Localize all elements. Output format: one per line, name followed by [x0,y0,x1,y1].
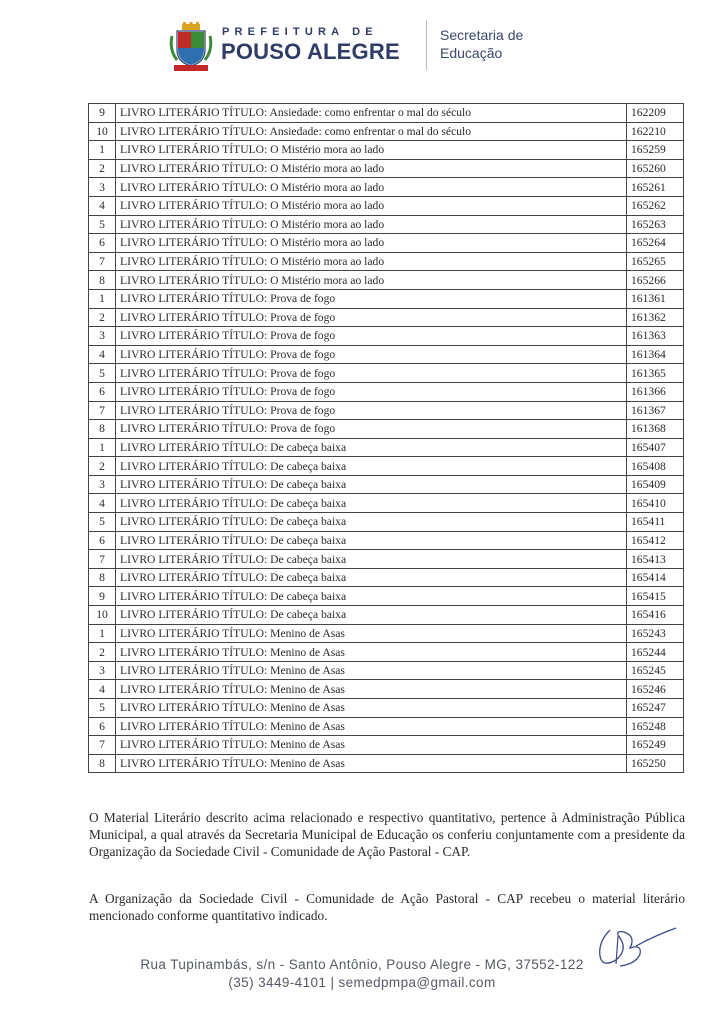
table-row [89,420,684,439]
table-row [89,122,684,141]
table-row [89,271,684,290]
item-code: 161364 [627,345,684,364]
item-number: 5 [89,215,116,234]
item-code: 165243 [627,624,684,643]
item-code: 165261 [627,178,684,197]
item-title: LIVRO LITERÁRIO TÍTULO: Prova de fogo [116,345,627,364]
item-code: 165410 [627,494,684,513]
table-row [89,196,684,215]
item-number: 1 [89,438,116,457]
item-title: LIVRO LITERÁRIO TÍTULO: Prova de fogo [116,364,627,383]
item-title: LIVRO LITERÁRIO TÍTULO: Menino de Asas [116,736,627,755]
item-number: 2 [89,159,116,178]
table-row [89,680,684,699]
table-row [89,736,684,755]
item-number: 8 [89,754,116,773]
item-title: LIVRO LITERÁRIO TÍTULO: Prova de fogo [116,401,627,420]
item-title: LIVRO LITERÁRIO TÍTULO: O Mistério mora ao lado [116,215,627,234]
table-row [89,327,684,346]
item-number: 4 [89,345,116,364]
table-row [89,215,684,234]
item-code: 165250 [627,754,684,773]
item-number: 8 [89,420,116,439]
item-title: LIVRO LITERÁRIO TÍTULO: Menino de Asas [116,624,627,643]
item-title: LIVRO LITERÁRIO TÍTULO: Menino de Asas [116,643,627,662]
item-number: 1 [89,289,116,308]
footer-contact: (35) 3449-4101 | semedpmpa@gmail.com [228,975,496,990]
item-number: 7 [89,550,116,569]
item-number: 6 [89,234,116,253]
item-number: 5 [89,699,116,718]
footer-address: Rua Tupinambás, s/n - Santo Antônio, Pouso Alegre - MG, 37552-122 [140,957,584,972]
table-row [89,587,684,606]
item-title: LIVRO LITERÁRIO TÍTULO: De cabeça baixa [116,513,627,532]
item-title: LIVRO LITERÁRIO TÍTULO: O Mistério mora ao lado [116,252,627,271]
item-code: 165247 [627,699,684,718]
table-row [89,401,684,420]
item-number: 1 [89,141,116,160]
item-number: 7 [89,736,116,755]
item-code: 165265 [627,252,684,271]
item-number: 6 [89,382,116,401]
brand-prefix: PREFEITURA DE [222,26,378,38]
item-title: LIVRO LITERÁRIO TÍTULO: Menino de Asas [116,699,627,718]
table-row [89,550,684,569]
item-number: 2 [89,308,116,327]
item-number: 3 [89,327,116,346]
item-number: 7 [89,401,116,420]
item-number: 10 [89,606,116,625]
table-row [89,104,684,123]
table-row [89,382,684,401]
item-code: 161363 [627,327,684,346]
item-title: LIVRO LITERÁRIO TÍTULO: O Mistério mora ao lado [116,271,627,290]
table-row [89,438,684,457]
book-inventory-table [88,103,684,773]
item-number: 1 [89,624,116,643]
item-number: 7 [89,252,116,271]
item-title: LIVRO LITERÁRIO TÍTULO: Menino de Asas [116,680,627,699]
item-title: LIVRO LITERÁRIO TÍTULO: O Mistério mora ao lado [116,234,627,253]
item-title: LIVRO LITERÁRIO TÍTULO: De cabeça baixa [116,568,627,587]
table-row [89,624,684,643]
item-number: 9 [89,587,116,606]
item-code: 165263 [627,215,684,234]
table-row [89,475,684,494]
item-code: 165416 [627,606,684,625]
item-code: 165407 [627,438,684,457]
table-row [89,661,684,680]
header-divider [426,20,427,70]
item-code: 165408 [627,457,684,476]
item-code: 165246 [627,680,684,699]
table-row [89,754,684,773]
department-line-1: Secretaria de [440,27,524,43]
item-number: 3 [89,661,116,680]
table-row [89,289,684,308]
item-code: 165411 [627,513,684,532]
item-title: LIVRO LITERÁRIO TÍTULO: De cabeça baixa [116,475,627,494]
item-title: LIVRO LITERÁRIO TÍTULO: O Mistério mora ao lado [116,178,627,197]
item-number: 4 [89,196,116,215]
item-number: 6 [89,531,116,550]
item-code: 165249 [627,736,684,755]
custody-statement: O Material Literário descrito acima relacionado e respectivo quantitativo, pertence à Administração Pública Municipal, a qual através da Secretaria Municipal de Educação os conferiu conjuntamente com a presidente da Organização da Sociedade Civil - Comunidade de Ação Pastoral - CAP. [89,810,685,860]
item-title: LIVRO LITERÁRIO TÍTULO: Prova de fogo [116,327,627,346]
table-row [89,308,684,327]
item-number: 4 [89,494,116,513]
item-title: LIVRO LITERÁRIO TÍTULO: Prova de fogo [116,382,627,401]
coat-of-arms-icon [168,22,214,72]
item-code: 165259 [627,141,684,160]
table-row [89,178,684,197]
item-title: LIVRO LITERÁRIO TÍTULO: O Mistério mora ao lado [116,159,627,178]
brand-city-name: POUSO ALEGRE [221,39,400,64]
item-title: LIVRO LITERÁRIO TÍTULO: Prova de fogo [116,308,627,327]
item-number: 4 [89,680,116,699]
table-row [89,717,684,736]
item-code: 165266 [627,271,684,290]
letterhead [0,18,724,78]
item-code: 165415 [627,587,684,606]
table-row [89,457,684,476]
item-title: LIVRO LITERÁRIO TÍTULO: Ansiedade: como enfrentar o mal do século [116,104,627,123]
item-code: 165412 [627,531,684,550]
item-code: 165244 [627,643,684,662]
table-row [89,568,684,587]
item-code: 165245 [627,661,684,680]
item-code: 161366 [627,382,684,401]
table-row [89,699,684,718]
item-title: LIVRO LITERÁRIO TÍTULO: O Mistério mora ao lado [116,196,627,215]
table-row [89,234,684,253]
item-code: 161365 [627,364,684,383]
item-title: LIVRO LITERÁRIO TÍTULO: De cabeça baixa [116,531,627,550]
department-line-2: Educação [440,45,503,61]
item-title: LIVRO LITERÁRIO TÍTULO: De cabeça baixa [116,550,627,569]
item-title: LIVRO LITERÁRIO TÍTULO: Prova de fogo [116,420,627,439]
table-row [89,606,684,625]
table-row [89,643,684,662]
item-code: 161368 [627,420,684,439]
item-title: LIVRO LITERÁRIO TÍTULO: Menino de Asas [116,754,627,773]
table-row [89,513,684,532]
item-code: 165409 [627,475,684,494]
item-number: 5 [89,513,116,532]
item-code: 161361 [627,289,684,308]
item-code: 165260 [627,159,684,178]
table-row [89,531,684,550]
item-title: LIVRO LITERÁRIO TÍTULO: Prova de fogo [116,289,627,308]
item-number: 2 [89,643,116,662]
receipt-statement: A Organização da Sociedade Civil - Comunidade de Ação Pastoral - CAP recebeu o material literário mencionado conforme quantitativo indicado. [89,891,685,924]
item-number: 5 [89,364,116,383]
table-row [89,141,684,160]
item-number: 3 [89,178,116,197]
item-code: 162209 [627,104,684,123]
item-code: 165262 [627,196,684,215]
item-title: LIVRO LITERÁRIO TÍTULO: De cabeça baixa [116,494,627,513]
item-number: 3 [89,475,116,494]
table-row [89,159,684,178]
item-code: 165248 [627,717,684,736]
table-row [89,345,684,364]
table-row [89,252,684,271]
item-code: 162210 [627,122,684,141]
item-title: LIVRO LITERÁRIO TÍTULO: Menino de Asas [116,717,627,736]
table-row [89,364,684,383]
item-number: 2 [89,457,116,476]
item-code: 165413 [627,550,684,569]
table-row [89,494,684,513]
item-code: 161367 [627,401,684,420]
item-code: 161362 [627,308,684,327]
item-number: 8 [89,271,116,290]
item-title: LIVRO LITERÁRIO TÍTULO: Ansiedade: como enfrentar o mal do século [116,122,627,141]
item-code: 165264 [627,234,684,253]
item-number: 9 [89,104,116,123]
item-code: 165414 [627,568,684,587]
item-number: 8 [89,568,116,587]
item-number: 10 [89,122,116,141]
item-title: LIVRO LITERÁRIO TÍTULO: De cabeça baixa [116,587,627,606]
item-title: LIVRO LITERÁRIO TÍTULO: De cabeça baixa [116,457,627,476]
item-title: LIVRO LITERÁRIO TÍTULO: De cabeça baixa [116,606,627,625]
item-title: LIVRO LITERÁRIO TÍTULO: O Mistério mora ao lado [116,141,627,160]
item-title: LIVRO LITERÁRIO TÍTULO: Menino de Asas [116,661,627,680]
item-number: 6 [89,717,116,736]
item-title: LIVRO LITERÁRIO TÍTULO: De cabeça baixa [116,438,627,457]
